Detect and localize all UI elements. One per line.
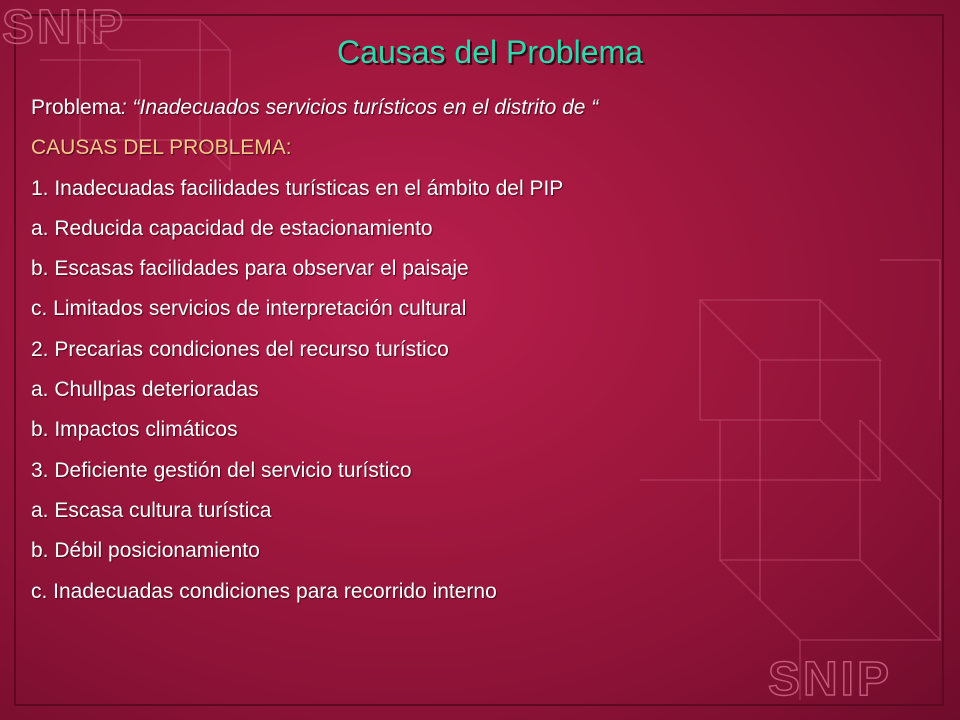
cause-item-3b: b. Débil posicionamiento	[31, 539, 260, 563]
cause-item-2: 2. Precarias condiciones del recurso turístico	[31, 337, 449, 361]
problem-text: : “Inadecuados servicios turísticos en el distrito de “	[120, 96, 599, 119]
cause-item-1: 1. Inadecuadas facilidades turísticas en el ámbito del PIP	[31, 176, 564, 200]
cause-item-3c: c. Inadecuadas condiciones para recorrido interno	[31, 579, 497, 603]
snip-logo-top: SNIP	[2, 1, 127, 54]
slide-title: Causas del Problema	[337, 34, 643, 70]
causes-heading: CAUSAS DEL PROBLEMA:	[31, 136, 292, 160]
problem-label: Problema	[31, 96, 121, 119]
slide-content	[31, 88, 931, 612]
cause-item-1c: c. Limitados servicios de interpretación cultural	[31, 297, 467, 321]
cause-item-1b: b. Escasas facilidades para observar el paisaje	[31, 257, 469, 281]
problem-line	[31, 88, 931, 128]
cause-item-2b: b. Impactos climáticos	[31, 418, 238, 442]
cause-item-1a: a. Reducida capacidad de estacionamiento	[31, 216, 433, 240]
cause-item-2a: a. Chullpas deterioradas	[31, 378, 259, 402]
snip-logo-bottom: SNIP	[768, 653, 893, 706]
cause-item-3a: a. Escasa cultura turística	[31, 498, 272, 522]
cause-item-3: 3. Deficiente gestión del servicio turístico	[31, 458, 412, 482]
